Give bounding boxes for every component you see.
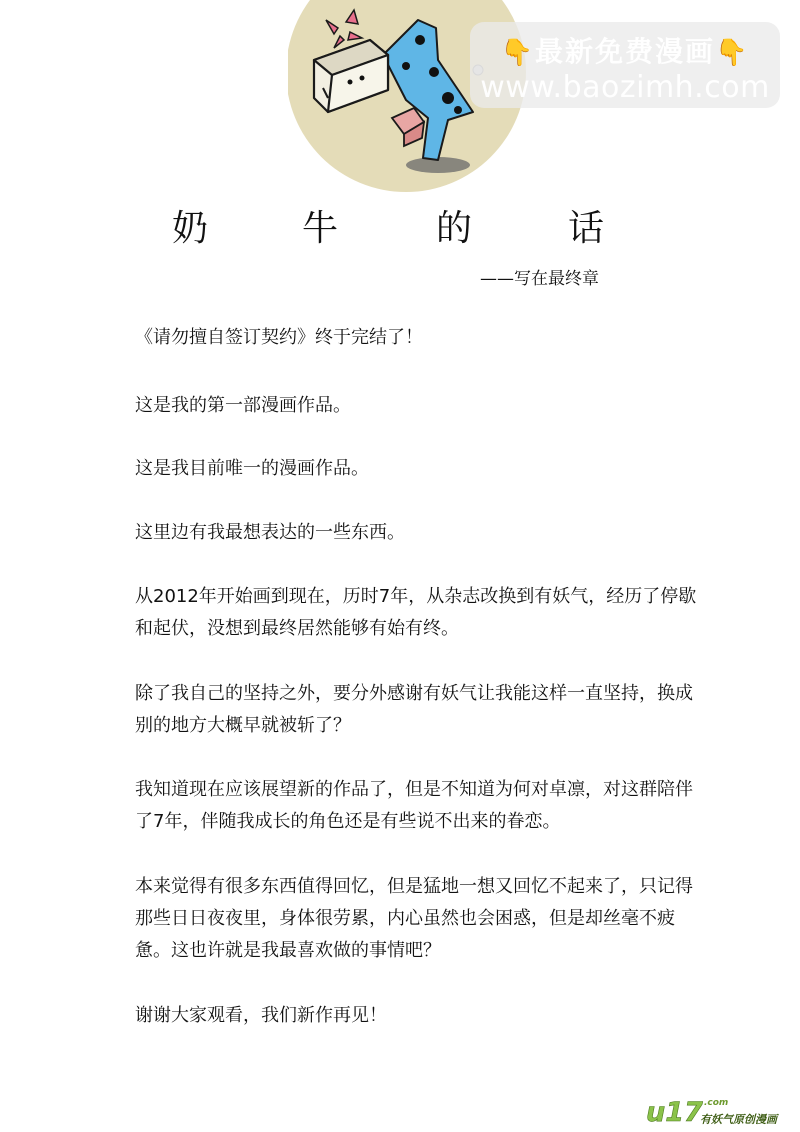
paragraph: 这里边有我最想表达的一些东西。	[135, 522, 405, 543]
watermark-text: 最新免费漫画	[534, 35, 715, 68]
paragraph: 这是我目前唯一的漫画作品。	[135, 458, 369, 479]
subtitle: ——写在最终章	[480, 269, 599, 289]
pointing-down-icon: 👇	[715, 38, 750, 68]
paragraph: 本来觉得有很多东西值得回忆，但是猛地一想又回忆不起来了，只记得那些日日夜夜里，身体很劳累，内心虽然也会困惑，但是却丝毫不疲惫。这也许就是我最喜欢做的事情吧？	[135, 876, 693, 961]
paragraph: 从2012年开始画到现在，历时7年，从杂志改换到有妖气，经历了停歇和起伏，没想到最终居然能够有始有终。	[135, 586, 697, 639]
paragraph: 谢谢大家观看，我们新作再见！	[135, 1005, 387, 1026]
title-char: 话	[568, 208, 605, 249]
u17-logo	[646, 1097, 796, 1130]
title-char: 的	[436, 208, 473, 249]
pointing-down-icon: 👇	[500, 38, 535, 68]
title-char: 牛	[302, 208, 339, 249]
logo-brand: u17	[646, 1097, 703, 1128]
paragraph: 这是我的第一部漫画作品。	[135, 395, 351, 416]
paragraph: 我知道现在应该展望新的作品了，但是不知道为何对卓凛，对这群陪伴了7年，伴随我成长的角色还是有些说不出来的眷恋。	[135, 779, 693, 832]
paragraph: 《请勿擅自签订契约》终于完结了！	[135, 327, 423, 348]
logo-domain: .com	[704, 1098, 729, 1108]
watermark-url: www.baozimh.com	[480, 70, 770, 105]
watermark-line1	[470, 30, 780, 70]
watermark	[470, 22, 780, 108]
title-char: 奶	[172, 208, 209, 249]
page-title	[0, 200, 800, 249]
paragraph: 除了我自己的坚持之外，要分外感谢有妖气让我能这样一直坚持，换成别的地方大概早就被斩了？	[135, 683, 693, 736]
logo-tagline: 有妖气原创漫画	[700, 1113, 777, 1126]
